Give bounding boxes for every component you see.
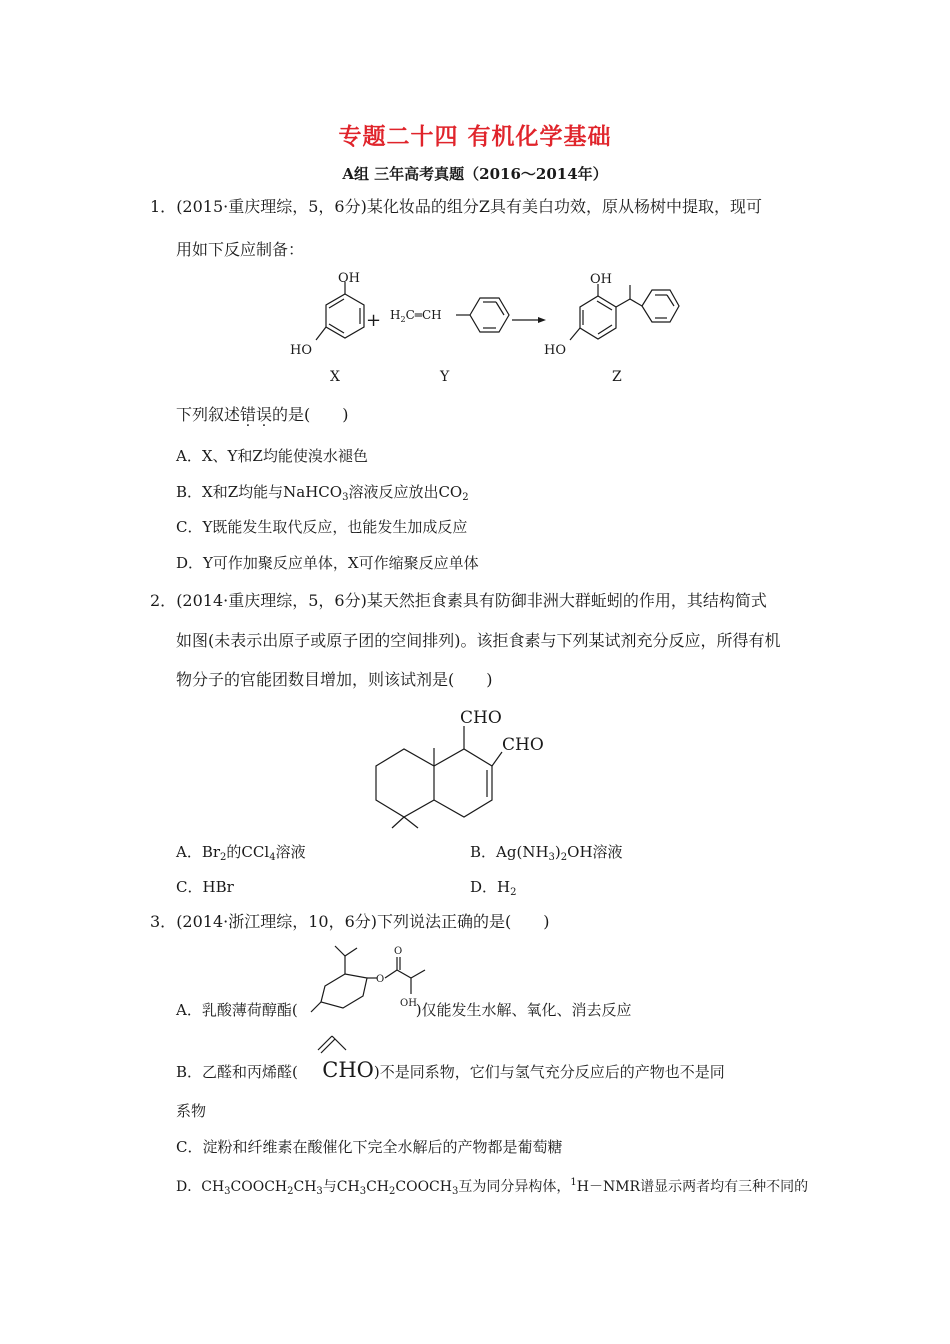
q3-stem: 3．(2014·浙江理综，10，6分)下列说法正确的是( ) bbox=[150, 912, 550, 931]
oh-label: OH bbox=[400, 998, 417, 1009]
q1-option-a[interactable]: A．X、Y和Z均能使溴水褪色 bbox=[176, 447, 368, 465]
q3-option-b[interactable]: B．乙醛和丙烯醛( CHO)不是同系物，它们与氢气充分反应后的产物也不是同 bbox=[176, 1058, 725, 1082]
label-z: Z bbox=[612, 369, 622, 385]
ester-o-label: O bbox=[376, 974, 385, 985]
q2-option-a[interactable]: A．$Br_2$的CCl$_4$溶液 bbox=[176, 843, 306, 863]
q3-option-a[interactable]: A．乳酸薄荷醇酯( )仅能发生水解、氧化、消去反应 bbox=[176, 1001, 632, 1019]
x-oh-label: OH bbox=[338, 271, 360, 286]
cho-right-label: CHO bbox=[502, 735, 544, 755]
page-title: 专题二十四 有机化学基础 bbox=[338, 123, 612, 150]
q3-number: 3． bbox=[150, 912, 177, 931]
label-y: Y bbox=[440, 369, 450, 385]
q2-option-d[interactable]: D．$H_2$ bbox=[470, 878, 517, 898]
z-oh-label: OH bbox=[590, 272, 612, 287]
reaction-arrow bbox=[512, 317, 546, 323]
q2-option-b[interactable]: B．$Ag(NH_3)_2OH$溶液 bbox=[470, 843, 623, 863]
q3-option-d[interactable]: D．$CH_3COOCH_2CH_3$与$CH_3CH_2COOCH_3$互为同分异构体，$^1$H－NMR谱显示两者均有三种不同的 bbox=[176, 1177, 809, 1197]
q2-stem-line3: 物分子的官能团数目增加，则该试剂是( ) bbox=[176, 670, 493, 689]
section-subtitle: A组 三年高考真题（2016～2014年） bbox=[342, 165, 608, 183]
y-formula: $H_2C═CH$ bbox=[390, 308, 442, 324]
compound-z-structure bbox=[544, 272, 679, 358]
compound-x-structure bbox=[290, 271, 364, 358]
q2-number: 2． bbox=[150, 591, 177, 610]
q3-option-c[interactable]: C．淀粉和纤维素在酸催化下完全水解后的产物都是葡萄糖 bbox=[176, 1138, 563, 1156]
q2-option-c[interactable]: C．HBr bbox=[176, 878, 234, 896]
q3-option-b-line2: 系物 bbox=[176, 1102, 207, 1120]
q1-reaction-scheme bbox=[280, 268, 680, 388]
cho-label: CHO bbox=[322, 1058, 374, 1082]
vinyl-group-structure bbox=[314, 1030, 354, 1056]
q1-number: 1． bbox=[150, 197, 177, 216]
z-ho-label: HO bbox=[544, 343, 566, 358]
compound-y-structure bbox=[390, 298, 509, 332]
label-x: X bbox=[330, 369, 340, 385]
x-ho-label: HO bbox=[290, 343, 312, 358]
q1-option-d[interactable]: D．Y可作加聚反应单体，X可作缩聚反应单体 bbox=[176, 554, 479, 572]
q1-stem-line1: 1．(2015·重庆理综，5，6分)某化妆品的组分Z具有美白功效，原从杨树中提取，现可 bbox=[150, 197, 762, 216]
q2-structure bbox=[370, 700, 570, 830]
q1-prompt: 下列叙述错误的是( ) bbox=[176, 405, 349, 424]
q1-option-c[interactable]: C．Y既能发生取代反应，也能发生加成反应 bbox=[176, 518, 468, 536]
q2-stem-line1: 2．(2014·重庆理综，5，6分)某天然拒食素具有防御非洲大群蚯蚓的作用，其结构简式 bbox=[150, 591, 767, 610]
q1-option-b[interactable]: B．X和Z均能与NaHCO$_3$溶液反应放出$CO_2$ bbox=[176, 483, 469, 503]
decalin-skeleton bbox=[376, 726, 502, 828]
q1-stem-line2: 用如下反应制备： bbox=[176, 240, 305, 259]
q2-stem-line2: 如图(未表示出原子或原子团的空间排列)。该拒食素与下列某试剂充分反应，所得有机 bbox=[176, 631, 781, 650]
carbonyl-o-label: O bbox=[394, 946, 403, 957]
plus-sign: + bbox=[366, 310, 382, 331]
cho-top-label: CHO bbox=[460, 708, 502, 728]
